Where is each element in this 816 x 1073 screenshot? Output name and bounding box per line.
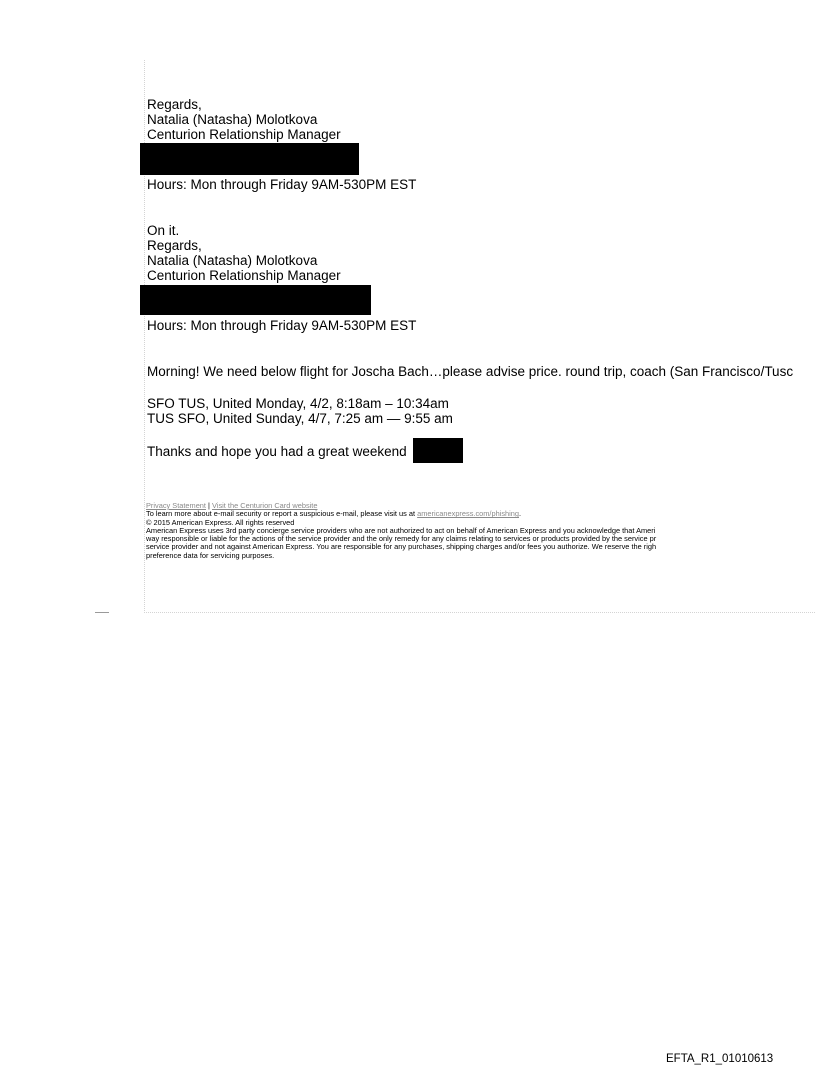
closing-text: Thanks and hope you had a great weekend	[147, 444, 407, 459]
redaction-box	[413, 438, 463, 463]
privacy-statement-link[interactable]: Privacy Statement	[146, 501, 206, 510]
security-text: To learn more about e-mail security or report a suspicious e-mail, please visit us at	[146, 509, 416, 519]
reply-text: On it.	[147, 223, 180, 238]
redaction-box	[140, 285, 371, 315]
signature-title: Centurion Relationship Manager	[147, 268, 341, 283]
phishing-link[interactable]: americanexpress.com/phishing	[417, 509, 519, 519]
copyright-text: © 2015 American Express. All rights reserved	[146, 517, 295, 527]
document-id: EFTA_R1_01010613	[666, 1053, 774, 1065]
flight-return: TUS SFO, United Sunday, 4/7, 7:25 am — 9:55 am	[147, 411, 453, 426]
signature-hours: Hours: Mon through Friday 9AM-530PM EST	[147, 177, 417, 192]
email-footer	[146, 502, 816, 560]
page-mark	[95, 612, 109, 613]
link-separator: |	[208, 501, 210, 510]
disclaimer-line: way responsible or liable for the actions of the service provider and the only remedy for any claims relating to services or products provided by the service pr	[146, 534, 657, 544]
disclaimer-line: preference data for servicing purposes.	[146, 550, 275, 560]
signature-hours: Hours: Mon through Friday 9AM-530PM EST	[147, 318, 417, 333]
centurion-website-link[interactable]: Visit the Centurion Card website	[212, 501, 318, 510]
period: .	[519, 509, 522, 519]
signature-title: Centurion Relationship Manager	[147, 127, 341, 142]
signature-block-1	[147, 97, 341, 142]
redaction-box	[140, 143, 359, 175]
signature-regards: Regards,	[147, 97, 202, 112]
signature-name: Natalia (Natasha) Molotkova	[147, 253, 318, 268]
disclaimer-line: American Express uses 3rd party concierge service providers who are not authorized to act on behalf of American Express and you acknowledge that Ameri	[146, 525, 656, 535]
disclaimer-line: service provider and not against American Express. You are responsible for any purchases, shipping charges and/or fees you authorize. We reserve the righ	[146, 542, 657, 552]
signature-block-2	[147, 223, 341, 283]
signature-name: Natalia (Natasha) Molotkova	[147, 112, 318, 127]
request-text: Morning! We need below flight for Joscha Bach…please advise price. round trip, coach (San Francisco/Tusc	[147, 364, 794, 379]
signature-regards: Regards,	[147, 238, 202, 253]
flight-outbound: SFO TUS, United Monday, 4/2, 8:18am – 10:34am	[147, 396, 449, 411]
flight-list	[147, 396, 453, 426]
